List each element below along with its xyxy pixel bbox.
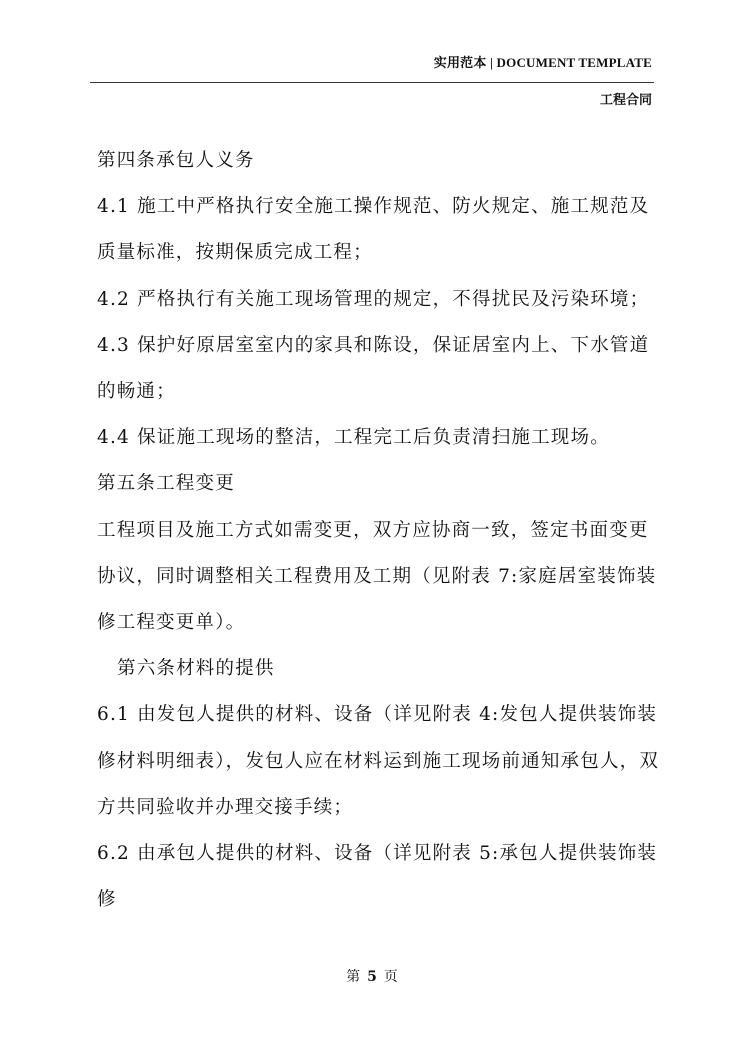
section-heading: 第五条工程变更 [97,473,235,495]
header-divider [90,82,654,83]
page-number: 5 [367,969,377,985]
section-heading: 第四条承包人义务 [97,150,255,171]
clause-6-1: 6.1 由发包人提供的材料、设备（详见附表 4:发包人提供装饰装修材料明细表），发包人应在材料运到施工现场前通知承包人，双方共同验收并办理交接手续； [97,704,660,818]
document-body [97,138,663,923]
header-title: 实用范本 | DOCUMENT TEMPLATE [433,55,652,70]
clause-6-2: 6.2 由承包人提供的材料、设备（详见附表 5:承包人提供装饰装修 [97,843,658,911]
header-subtitle: 工程合同 [599,92,652,107]
page-suffix: 页 [383,969,398,985]
clause-4-1: 4.1 施工中严格执行安全施工操作规范、防火规定、施工规范及质量标准，按期保质完成工程； [97,196,650,264]
clause-4-2: 4.2 严格执行有关施工现场管理的规定，不得扰民及污染环境； [97,288,650,310]
page-footer [0,966,744,986]
paragraph: 工程项目及施工方式如需变更，双方应协商一致，签定书面变更协议，同时调整相关工程费用及工期（见附表 7:家庭居室装饰装修工程变更单）。 [97,519,657,634]
page-prefix: 第 [346,969,361,985]
section-heading: 第六条材料的提供 [117,658,275,680]
clause-4-3: 4.3 保护好原居室室内的家具和陈设，保证居室内上、下水管道的畅通； [97,334,650,403]
clause-4-4: 4.4 保证施工现场的整洁，工程完工后负责清扫施工现场。 [97,427,610,449]
